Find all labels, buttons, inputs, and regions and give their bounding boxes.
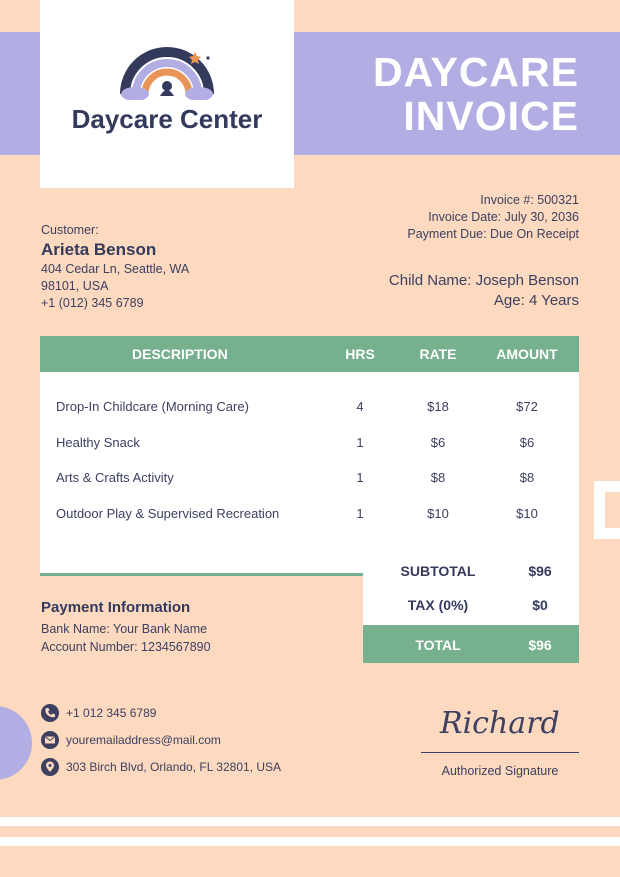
title-line-2: INVOICE [403, 93, 579, 139]
child-name: Child Name: Joseph Benson [388, 272, 579, 289]
table-header [40, 336, 579, 372]
cell-description: Drop-In Childcare (Morning Care) [56, 399, 249, 414]
invoice-number: Invoice #: 500321 [480, 193, 579, 207]
total-row [363, 625, 579, 663]
subtotal-label: SUBTOTAL [400, 563, 476, 579]
payment-due: Payment Due: Due On Receipt [407, 227, 579, 241]
footer-stripe [0, 837, 620, 846]
contact-email[interactable]: youremailaddress@mail.com [66, 733, 221, 747]
decorative-circle [0, 706, 32, 780]
bank-name: Bank Name: Your Bank Name [41, 622, 208, 636]
child-info [389, 271, 579, 311]
line-items-table [40, 336, 579, 576]
signature-handwriting: Richard [440, 706, 560, 741]
rainbow-logo-icon [115, 44, 219, 100]
logo-card [40, 0, 294, 188]
payment-heading: Payment Information [41, 599, 191, 616]
document-title [373, 50, 579, 138]
footer-stripe [0, 817, 620, 826]
cell-amount: $10 [516, 505, 538, 521]
header-description: DESCRIPTION [132, 346, 228, 362]
table-row [40, 391, 579, 427]
subtotal-value: $96 [528, 563, 552, 579]
contact-phone: +1 012 345 6789 [66, 706, 157, 720]
decorative-bracket [594, 481, 620, 539]
cell-amount: $72 [516, 399, 538, 414]
child-age: Age: 4 Years [493, 292, 579, 309]
cell-hrs: 1 [356, 470, 364, 485]
payment-info [41, 598, 211, 656]
cell-hrs: 1 [356, 434, 364, 450]
account-number: Account Number: 1234567890 [41, 640, 211, 654]
cell-amount: $8 [519, 470, 535, 485]
table-row [40, 427, 579, 463]
cell-description: Arts & Crafts Activity [56, 470, 174, 485]
table-row [40, 498, 579, 534]
cell-rate: $8 [430, 470, 446, 485]
cell-hrs: 4 [356, 399, 364, 414]
contact-address: 303 Birch Blvd, Orlando, FL 32801, USA [66, 760, 282, 774]
customer-phone: +1 (012) 345 6789 [41, 296, 144, 310]
customer-address-line-2: 98101, USA [41, 279, 109, 293]
cell-hrs: 1 [356, 505, 364, 521]
header-rate: RATE [419, 346, 457, 362]
total-label: TOTAL [415, 637, 461, 653]
location-pin-icon [41, 758, 59, 776]
brand-name: Daycare Center [71, 104, 263, 134]
customer-address-line-1: 404 Cedar Ln, Seattle, WA [41, 262, 190, 276]
title-line-1: DAYCARE [373, 49, 579, 95]
tax-value: $0 [532, 597, 548, 613]
invoice-date: Invoice Date: July 30, 2036 [428, 210, 579, 224]
cell-rate: $18 [427, 399, 449, 414]
tax-label: TAX (0%) [407, 597, 469, 613]
cell-description: Outdoor Play & Supervised Recreation [56, 505, 280, 521]
signature-line [421, 752, 579, 753]
header-hrs: HRS [345, 346, 375, 362]
tax-row [363, 587, 579, 621]
customer-name: Arieta Benson [41, 240, 157, 259]
subtotal-row [363, 553, 579, 587]
totals-panel [363, 543, 579, 663]
cell-amount: $6 [519, 434, 535, 450]
total-value: $96 [528, 637, 552, 653]
cell-rate: $10 [427, 505, 449, 521]
phone-icon [41, 704, 59, 722]
signature-label: Authorized Signature [441, 764, 559, 778]
header-amount: AMOUNT [496, 346, 558, 362]
cell-description: Healthy Snack [56, 434, 140, 450]
invoice-meta [407, 192, 579, 243]
customer-block [41, 222, 189, 312]
email-icon [41, 731, 59, 749]
customer-label: Customer: [41, 223, 99, 237]
cell-rate: $6 [430, 434, 446, 450]
table-row [40, 462, 579, 498]
